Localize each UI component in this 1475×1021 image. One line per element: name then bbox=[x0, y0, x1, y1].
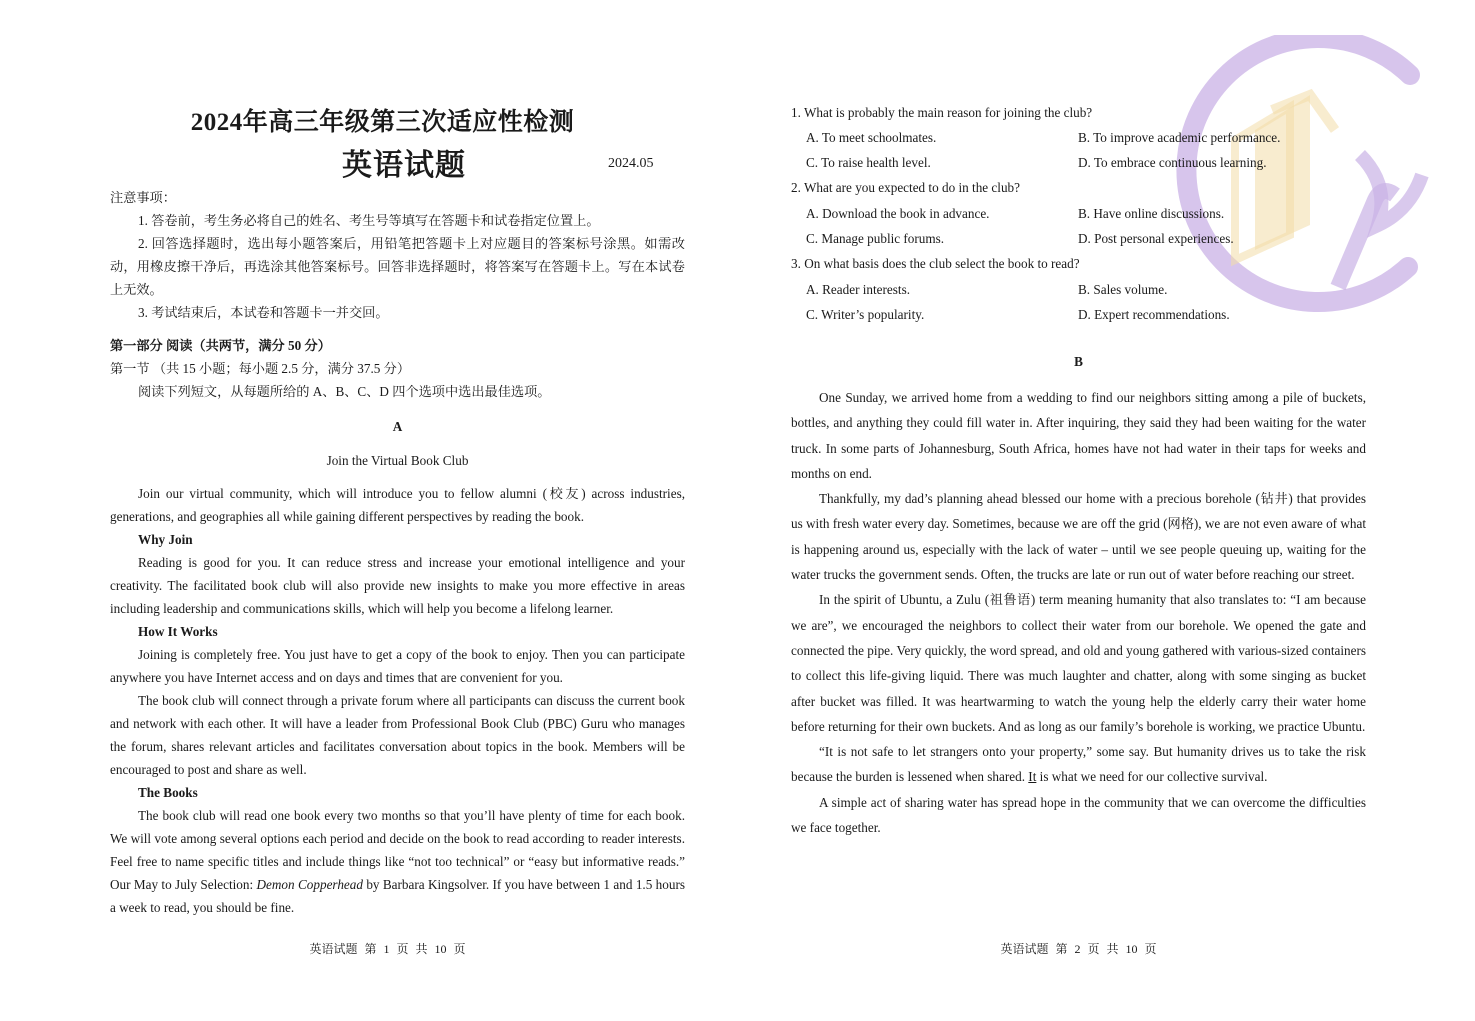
page-2 bbox=[791, 0, 1366, 1021]
question-1-stem: 1. What is probably the main reason for joining the club? bbox=[791, 105, 1093, 120]
paragraph-1: One Sunday, we arrived home from a wedding to find our neighbors sitting among a pile of buckets, bottles, and anything they could fill water in. After inquiring, they said they had been waiting for the water truck. In some parts of Johannesburg, South Africa, homes have not had water in their taps for weeks and months on end. bbox=[791, 390, 1366, 481]
books-text-b: by Barbara Kingsolver. If you have between 1 and 1.5 hours a week to read, you should be fine. bbox=[110, 877, 685, 915]
how-heading: How It Works bbox=[138, 624, 218, 639]
books-heading: The Books bbox=[138, 785, 198, 800]
notice-item: 3. 考试结束后，本试卷和答题卡一并交回。 bbox=[138, 305, 389, 320]
paragraph-5: A simple act of sharing water has spread hope in the community that we can overcome the difficulties we face together. bbox=[791, 794, 1366, 836]
paragraph-3: In the spirit of Ubuntu, a Zulu (祖鲁语) term meaning humanity that also translates to: “I am because we are”, we encouraged the neighbors to collect their water from our borehole. We opened the gate and connected the pipe. Very quickly, the word spread, and old and young gathered with various-sized containers to collect this life-giving liquid. There was much laughter and chatter, along with some singing as bucket after bucket was filled. It was heartwarming to watch the young help the elderly carry their water home before returning for their own buckets. And as long as our family’s borehole is working, we practice Ubuntu. bbox=[791, 592, 1366, 734]
question-1-option-a: A. To meet schoolmates. bbox=[806, 130, 937, 145]
exam-date: 2024.05 bbox=[608, 156, 654, 171]
book-title: Demon Copperhead bbox=[256, 877, 363, 892]
question-2-option-a: A. Download the book in advance. bbox=[806, 206, 990, 221]
page-footer: 英语试题 第 2 页 共 10 页 bbox=[1000, 942, 1157, 956]
passage-b-body bbox=[791, 385, 1366, 840]
paragraph-4-text-b: is what we need for our collective survival. bbox=[1036, 769, 1268, 785]
page-footer: 英语试题 第 1 页 共 10 页 bbox=[309, 942, 466, 956]
paragraph-4-text-a: “It is not safe to let strangers onto your property,” some say. But humanity drives us to take the risk because the burden is lessened when shared. bbox=[791, 744, 1366, 785]
question-3-stem: 3. On what basis does the club select the book to read? bbox=[791, 256, 1080, 271]
question-3-option-b: B. Sales volume. bbox=[1078, 282, 1168, 297]
question-3-option-a: A. Reader interests. bbox=[806, 282, 910, 297]
books-paragraph bbox=[110, 804, 685, 919]
question-2-option-b: B. Have online discussions. bbox=[1078, 206, 1225, 221]
notice-item: 2. 回答选择题时，选出每小题答案后，用铅笔把答题卡上对应题目的答案标号涂黑。如需改动，用橡皮擦干净后，再选涂其他答案标号。回答非选择题时，将答案写在答题卡上。写在本试卷上无效。 bbox=[110, 236, 685, 297]
passage-letter: B bbox=[1074, 354, 1083, 369]
instructions: 阅读下列短文，从每题所给的 A、B、C、D 四个选项中选出最佳选项。 bbox=[138, 384, 551, 399]
question-3-option-d: D. Expert recommendations. bbox=[1078, 307, 1230, 322]
why-join-heading: Why Join bbox=[138, 532, 193, 547]
question-2-option-d: D. Post personal experiences. bbox=[1078, 231, 1234, 246]
notice-section bbox=[110, 186, 685, 324]
subject-title: 英语试题 bbox=[342, 149, 466, 182]
exam-title: 2024年高三年级第三次适应性检测 bbox=[190, 109, 575, 136]
question-2-option-c: C. Manage public forums. bbox=[806, 231, 945, 246]
why-join-paragraph: Reading is good for you. It can reduce stress and increase your emotional intelligence and your creativity. The facilitated book club will also provide new insights to make you more effective in areas including leadership and communications skills, which will help you become a lifelong learner. bbox=[110, 555, 685, 616]
notice-heading: 注意事项： bbox=[110, 190, 176, 205]
notice-item: 1. 答卷前，考生务必将自己的姓名、考生号等填写在答题卡和试卷指定位置上。 bbox=[138, 213, 600, 228]
passage-letter: A bbox=[392, 419, 403, 434]
question-3-option-c: C. Writer’s popularity. bbox=[806, 307, 925, 322]
part-heading: 第一部分 阅读（共两节，满分 50 分） bbox=[110, 338, 331, 353]
section-heading: 第一节 （共 15 小题；每小题 2.5 分，满分 37.5 分） bbox=[110, 361, 411, 376]
underlined-word: It bbox=[1028, 769, 1037, 785]
passage-title: Join the Virtual Book Club bbox=[326, 453, 469, 468]
paragraph-4 bbox=[791, 739, 1366, 790]
part-section bbox=[110, 334, 685, 403]
how-paragraph-1: Joining is completely free. You just have to get a copy of the book to enjoy. Then you can participate anywhere you have Internet access and on days and times that are convenient for you. bbox=[110, 647, 685, 685]
question-1-option-b: B. To improve academic performance. bbox=[1078, 130, 1281, 145]
how-paragraph-2: The book club will connect through a private forum where all participants can discuss the current book and network with each other. It will have a leader from Professional Book Club (PBC) Guru who manages the forum, shares relevant articles and facilitates conversation about topics in the book. Members will be encouraged to post and share as well. bbox=[110, 693, 685, 777]
paragraph-2: Thankfully, my dad’s planning ahead blessed our home with a precious borehole (钻井) that provides us with fresh water every day. Sometimes, because we are off the grid (网格), we are not even aware of what is happening around us, especially with the lack of water – until we see people queuing up, waiting for the water trucks the government sends. Often, the trucks are late or run out of water before reaching our street. bbox=[791, 491, 1366, 583]
books-text-a: The book club will read one book every two months so that you’ll have plenty of time for each book. We will vote among several options each period and decide on the book to read according to reader interests. Feel free to name specific titles and include things like “not too technical” or “easy but informative reads.” Our May to July Selection: bbox=[110, 808, 685, 892]
question-2-stem: 2. What are you expected to do in the club? bbox=[791, 180, 1020, 195]
question-1-option-c: C. To raise health level. bbox=[806, 155, 931, 170]
intro-paragraph: Join our virtual community, which will introduce you to fellow alumni (校友) across industries, generations, and geographies all while gaining different perspectives by reading the book. bbox=[110, 486, 685, 524]
passage-a-body bbox=[110, 482, 685, 919]
question-1-option-d: D. To embrace continuous learning. bbox=[1078, 155, 1267, 170]
page-1 bbox=[110, 0, 685, 1021]
